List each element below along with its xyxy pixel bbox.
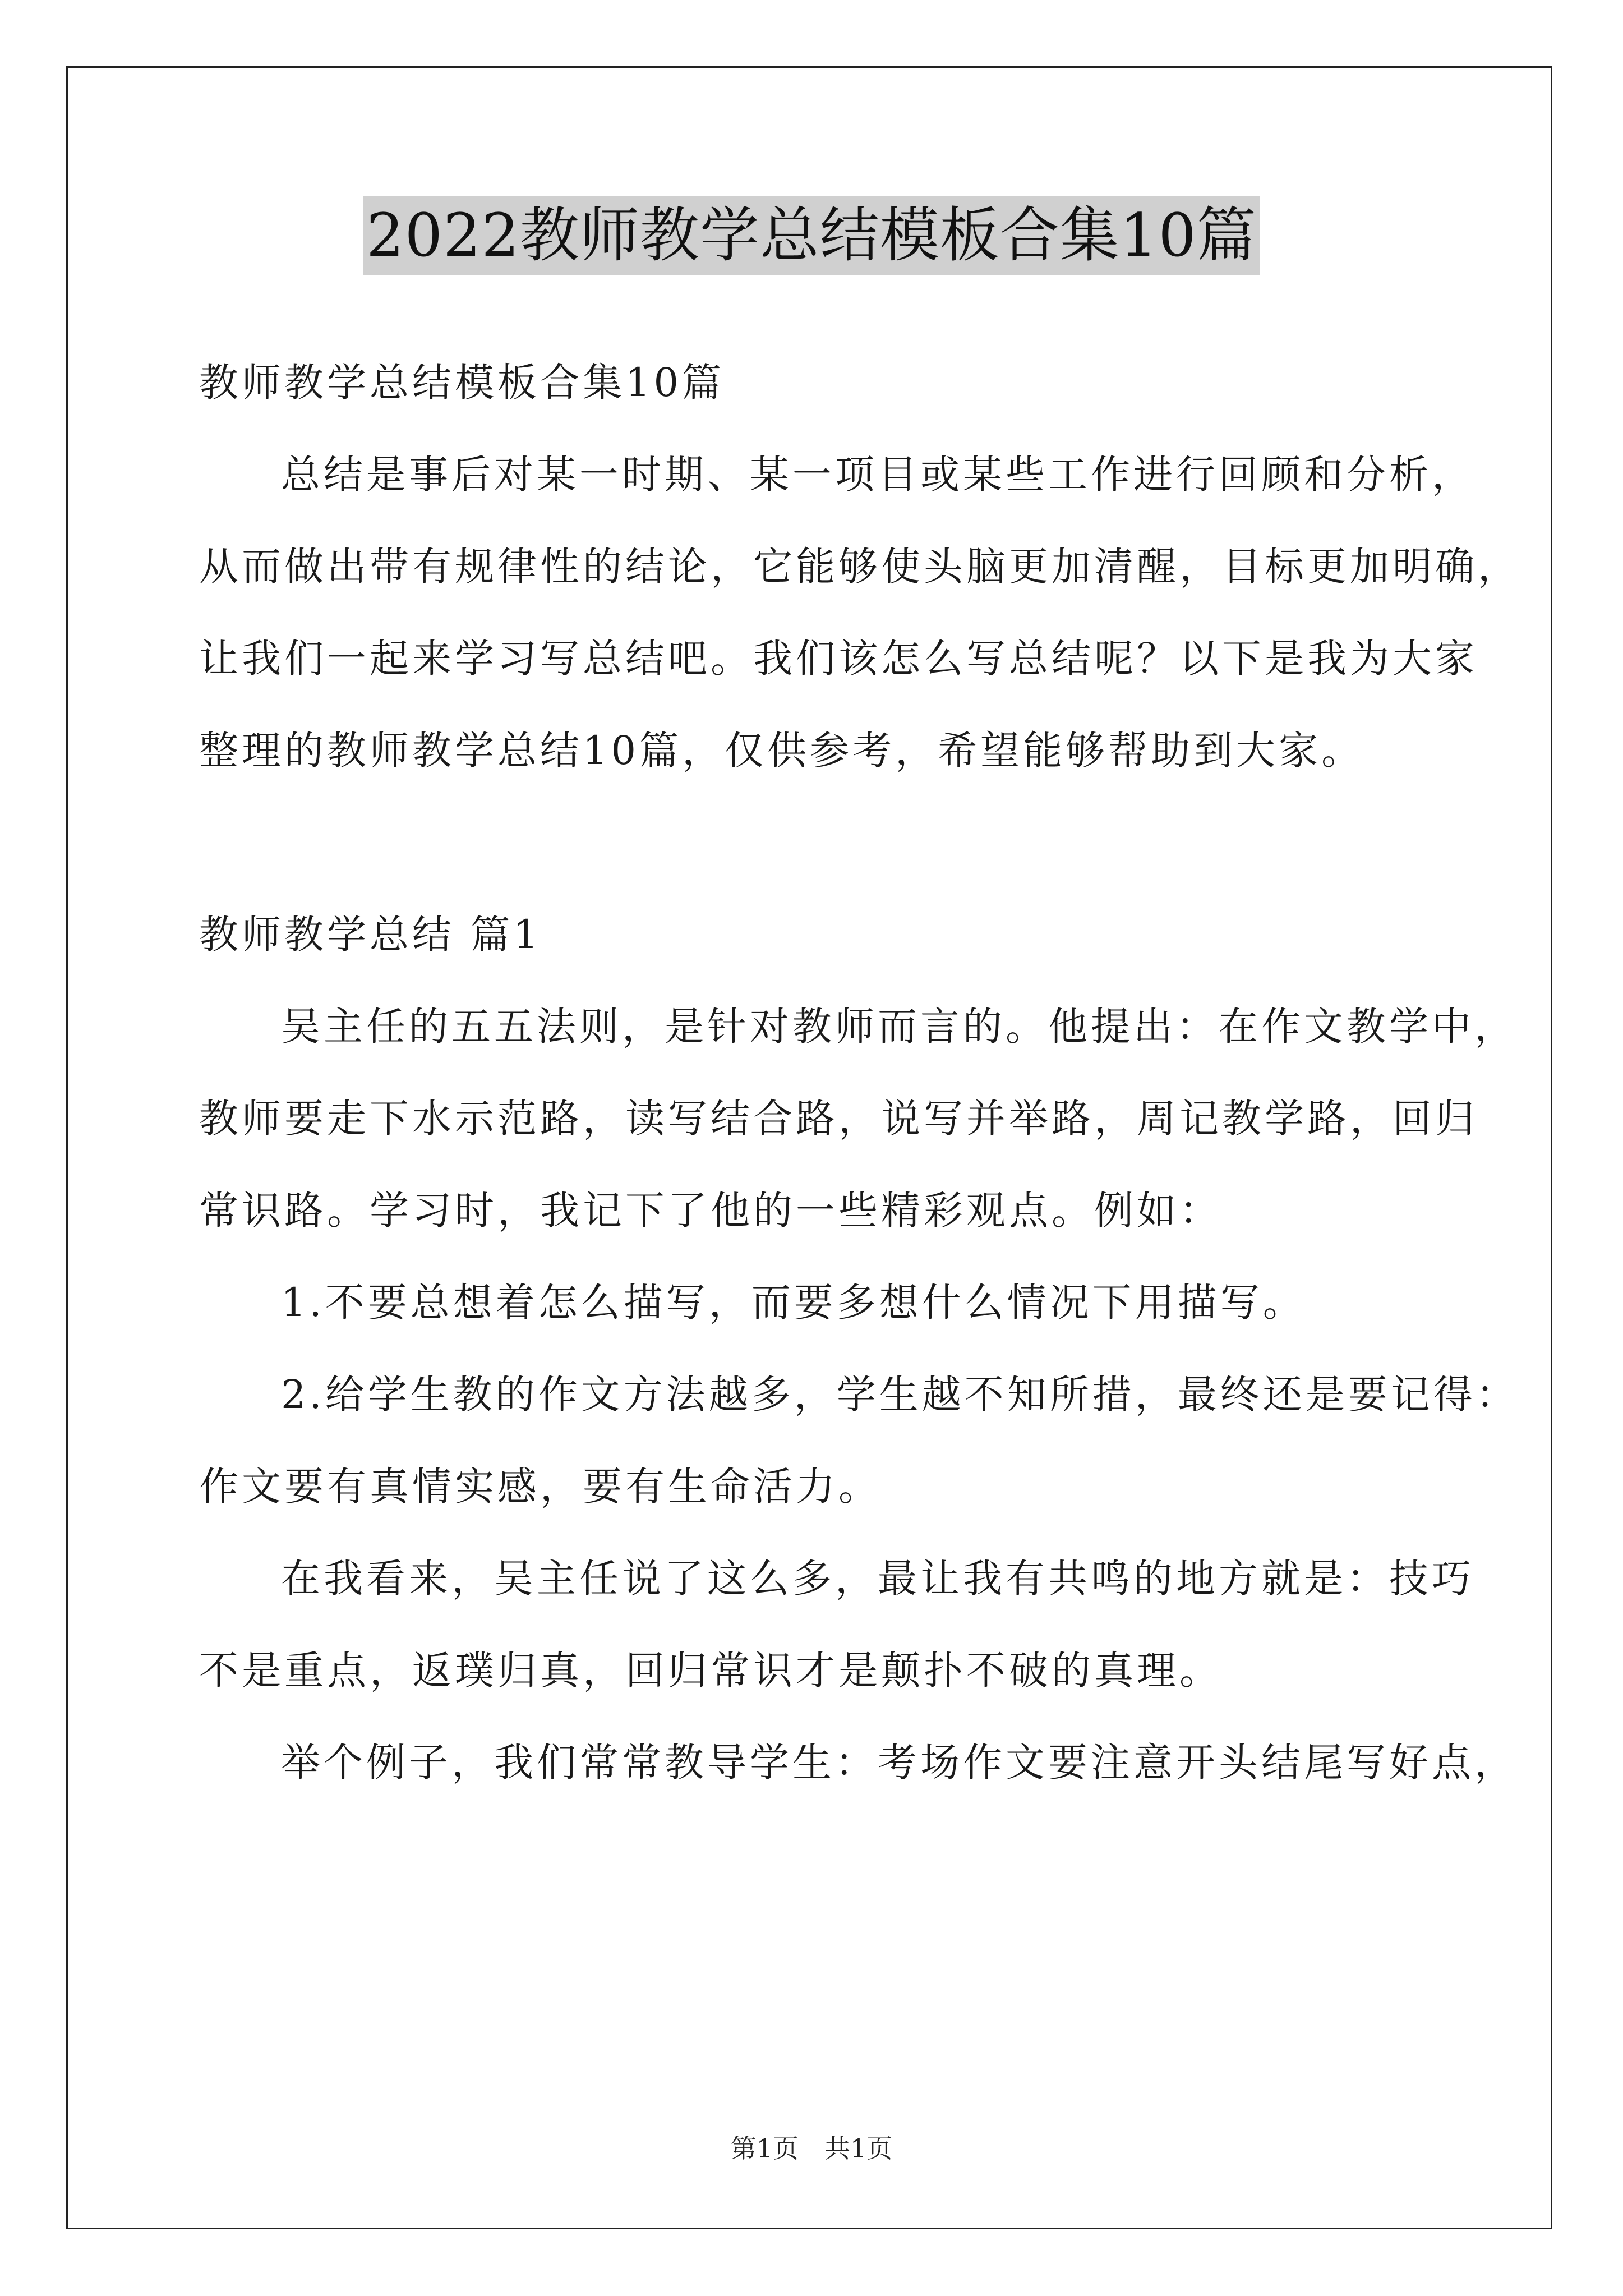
title-container [0,196,1623,275]
section-heading: 教师教学总结 篇1 [199,912,542,958]
document-subtitle: 教师教学总结模板合集10篇 [199,360,725,406]
intro-line: 整理的教师教学总结10篇，仅供参考，希望能够帮助到大家。 [199,728,1364,774]
intro-line: 总结是事后对某一时期、某一项目或某些工作进行回顾和分析， [281,452,1474,498]
body-line: 作文要有真情实感，要有生命活力。 [199,1464,881,1510]
body-line: 1.不要总想着怎么描写，而要多想什么情况下用描写。 [281,1280,1306,1326]
intro-line: 从而做出带有规律性的结论，它能够使头脑更加清醒，目标更加明确， [199,544,1520,590]
paragraph-spacer [199,797,1433,889]
body-line: 不是重点，返璞归真，回归常识才是颠扑不破的真理。 [199,1648,1222,1694]
body-line: 在我看来，吴主任说了这么多，最让我有共鸣的地方就是：技巧 [281,1556,1474,1602]
body-line: 吴主任的五五法则，是针对教师而言的。他提出：在作文教学中， [281,1004,1517,1050]
body-line: 举个例子，我们常常教导学生：考场作文要注意开头结尾写好点， [281,1740,1517,1786]
document-body [199,337,1520,1809]
document-title: 2022教师教学总结模板合集10篇 [363,196,1260,275]
body-line: 2.给学生教的作文方法越多，学生越不知所措，最终还是要记得： [281,1372,1519,1418]
body-line: 常识路。学习时，我记下了他的一些精彩观点。例如： [199,1188,1222,1234]
intro-line: 让我们一起来学习写总结吧。我们该怎么写总结呢？以下是我为大家 [199,636,1478,682]
page-footer: 第1页 共1页 [730,2133,893,2164]
body-line: 教师要走下水示范路，读写结合路，说写并举路，周记教学路，回归 [199,1096,1478,1142]
